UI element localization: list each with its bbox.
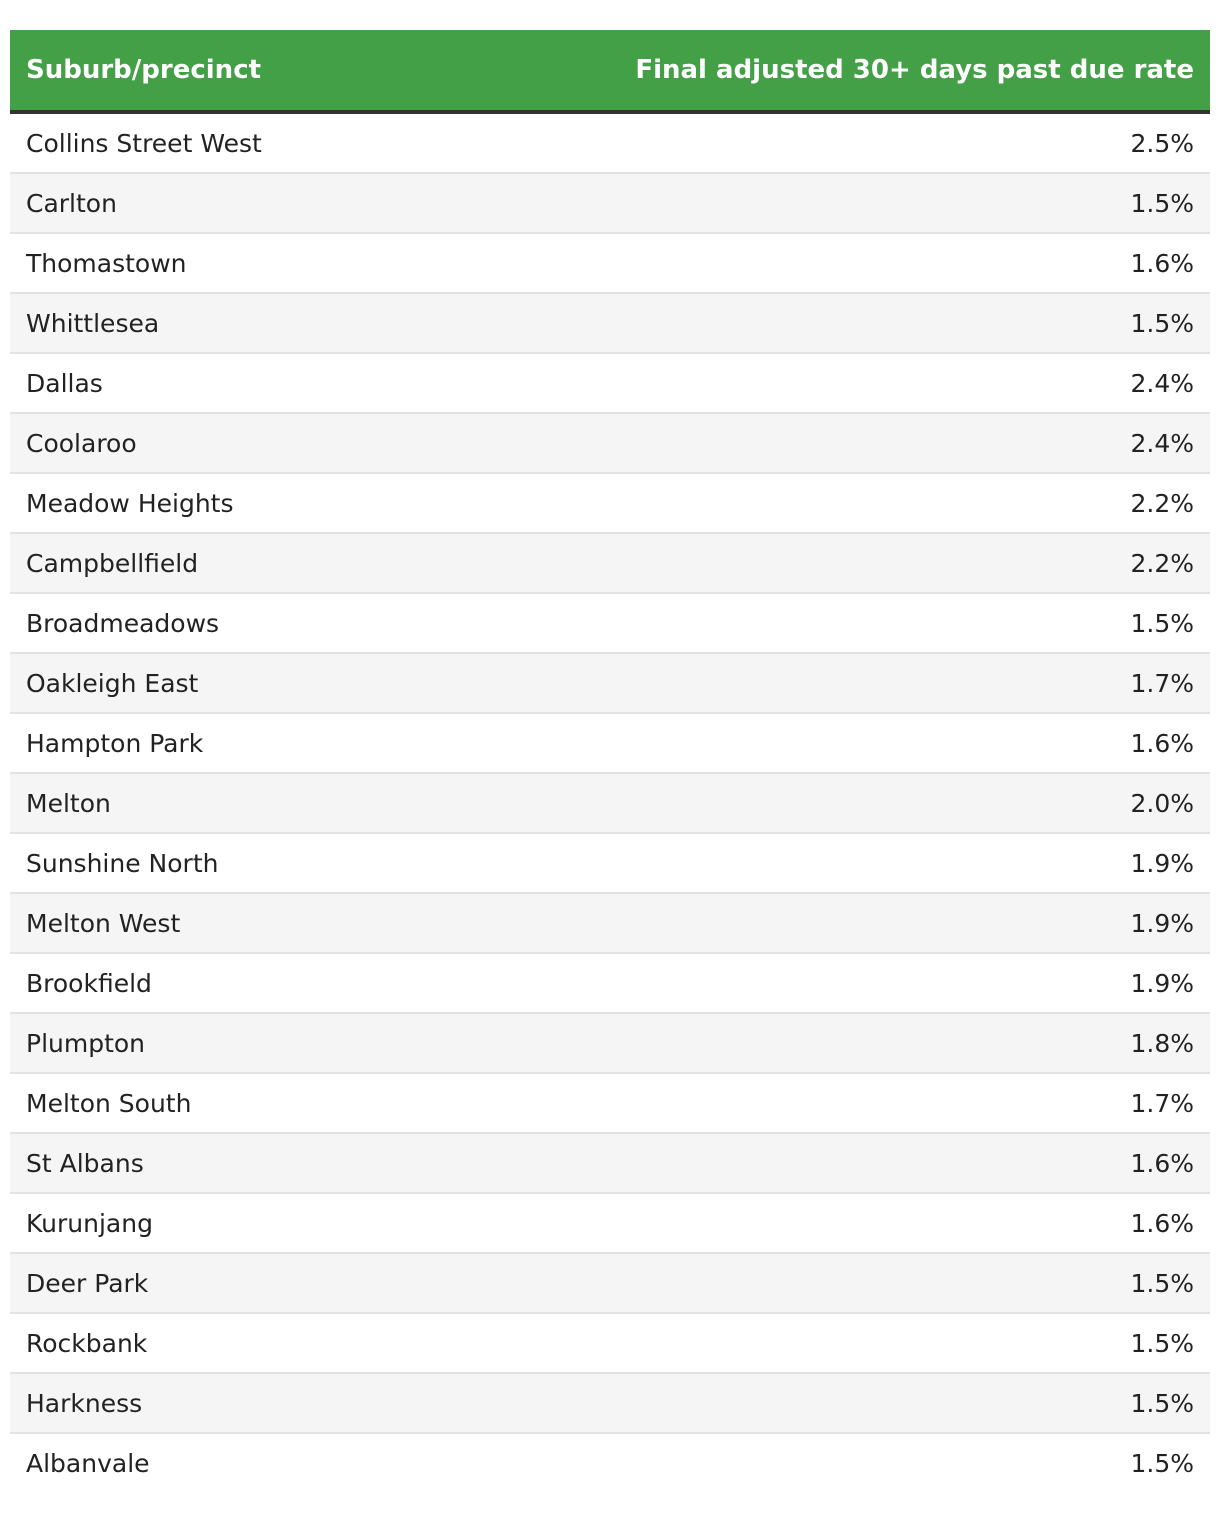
suburb-cell: Melton (10, 773, 610, 833)
suburb-cell: Sunshine North (10, 833, 610, 893)
table-row (10, 1133, 1210, 1193)
table-row (10, 773, 1210, 833)
rate-cell: 1.9% (610, 893, 1210, 953)
table-row (10, 1433, 1210, 1492)
suburb-cell: Albanvale (26, 1448, 150, 1478)
table-row (10, 1253, 1210, 1313)
rate-cell: 1.6% (610, 1133, 1210, 1193)
table-body (10, 112, 1210, 1492)
rate-cell: 1.6% (610, 713, 1210, 773)
column-header-suburb[interactable]: Suburb/precinct (26, 55, 262, 85)
data-table-container (10, 30, 1210, 1492)
rate-cell: 1.6% (610, 1193, 1210, 1253)
rate-cell: 1.5% (610, 1373, 1210, 1433)
table-row (10, 593, 1210, 653)
table-row (10, 533, 1210, 593)
table-row (10, 713, 1210, 773)
rate-cell: 1.9% (610, 953, 1210, 1013)
suburb-cell: Carlton (10, 173, 610, 233)
rate-cell: 2.0% (610, 773, 1210, 833)
suburb-cell: Brookfield (10, 953, 610, 1013)
suburb-cell: Deer Park (10, 1253, 610, 1313)
suburb-cell: Melton West (10, 893, 610, 953)
rate-cell: 2.2% (610, 533, 1210, 593)
suburb-cell: Kurunjang (10, 1193, 610, 1253)
rate-cell: 1.5% (610, 1253, 1210, 1313)
rate-cell: 1.5% (610, 293, 1210, 353)
rate-cell: 1.6% (610, 233, 1210, 293)
suburb-cell: Campbellfield (10, 533, 610, 593)
suburb-cell: Broadmeadows (10, 593, 610, 653)
rate-cell: 1.8% (610, 1013, 1210, 1073)
table-row (10, 473, 1210, 533)
suburb-cell: Plumpton (10, 1013, 610, 1073)
table-row (10, 653, 1210, 713)
rate-cell: 1.5% (1130, 1448, 1194, 1478)
suburb-cell: Harkness (10, 1373, 610, 1433)
rate-cell: 1.7% (610, 1073, 1210, 1133)
table-row (10, 953, 1210, 1013)
suburb-cell: Rockbank (10, 1313, 610, 1373)
table-row (10, 293, 1210, 353)
column-header-rate[interactable]: Final adjusted 30+ days past due rate (635, 55, 1194, 85)
data-table (10, 30, 1210, 1492)
rate-cell: 2.4% (610, 353, 1210, 413)
table-row (10, 1193, 1210, 1253)
suburb-cell: Hampton Park (10, 713, 610, 773)
table-row (10, 893, 1210, 953)
suburb-cell: St Albans (10, 1133, 610, 1193)
table-row (10, 413, 1210, 473)
suburb-cell: Collins Street West (10, 112, 610, 173)
header-row (10, 30, 1210, 112)
suburb-cell: Melton South (10, 1073, 610, 1133)
suburb-cell: Whittlesea (10, 293, 610, 353)
table-row (10, 173, 1210, 233)
rate-cell: 1.9% (610, 833, 1210, 893)
table-row (10, 1073, 1210, 1133)
suburb-cell: Meadow Heights (10, 473, 610, 533)
rate-cell: 1.5% (610, 1313, 1210, 1373)
rate-cell: 2.4% (610, 413, 1210, 473)
suburb-cell: Oakleigh East (10, 653, 610, 713)
table-row (10, 1313, 1210, 1373)
table-header (10, 30, 1210, 112)
rate-cell: 2.5% (610, 112, 1210, 173)
suburb-cell: Thomastown (10, 233, 610, 293)
suburb-cell: Coolaroo (10, 413, 610, 473)
table-row (10, 112, 1210, 173)
rate-cell: 2.2% (610, 473, 1210, 533)
table-row (10, 1373, 1210, 1433)
suburb-cell: Dallas (10, 353, 610, 413)
rate-cell: 1.5% (610, 173, 1210, 233)
table-row (10, 353, 1210, 413)
table-row (10, 233, 1210, 293)
table-row (10, 833, 1210, 893)
rate-cell: 1.5% (610, 593, 1210, 653)
table-row (10, 1013, 1210, 1073)
rate-cell: 1.7% (610, 653, 1210, 713)
